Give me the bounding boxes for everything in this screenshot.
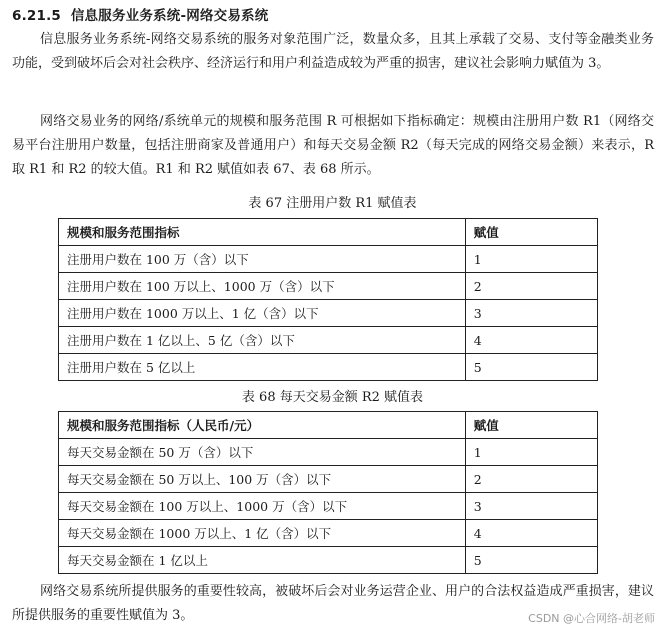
row-indicator: 注册用户数在 1 亿以上、5 亿（含）以下 (59, 327, 466, 354)
table-67 (58, 218, 598, 381)
row-indicator: 每天交易金额在 50 万（含）以下 (59, 439, 466, 466)
section-number: 6.21.5 (12, 8, 62, 24)
row-value: 4 (465, 520, 597, 547)
section-title: 信息服务业务系统-网络交易系统 (70, 8, 269, 24)
table-row (59, 300, 598, 327)
row-indicator: 注册用户数在 5 亿以上 (59, 354, 466, 381)
table-row (59, 466, 598, 493)
table-row (59, 273, 598, 300)
row-value: 4 (465, 327, 597, 354)
row-value: 2 (465, 466, 597, 493)
row-indicator: 注册用户数在 100 万以上、1000 万（含）以下 (59, 273, 466, 300)
row-indicator: 每天交易金额在 100 万以上、1000 万（含）以下 (59, 493, 466, 520)
header-indicator: 规模和服务范围指标（人民币/元） (59, 412, 466, 439)
table-68 (58, 411, 598, 574)
row-value: 3 (465, 300, 597, 327)
table-67-caption: 表 67 注册用户数 R1 赋值表 (248, 196, 417, 211)
header-value: 赋值 (465, 219, 597, 246)
table-row (59, 439, 598, 466)
row-indicator: 注册用户数在 1000 万以上、1 亿（含）以下 (59, 300, 466, 327)
row-value: 3 (465, 493, 597, 520)
table-row (59, 520, 598, 547)
table-68-caption: 表 68 每天交易金额 R2 赋值表 (241, 390, 424, 405)
row-indicator: 每天交易金额在 1000 万以上、1 亿（含）以下 (59, 520, 466, 547)
row-indicator: 注册用户数在 100 万（含）以下 (59, 246, 466, 273)
table-row (59, 547, 598, 574)
table-header-row (59, 412, 598, 439)
row-value: 1 (465, 439, 597, 466)
csdn-watermark: CSDN @心合网络-胡老师 (528, 612, 655, 625)
header-indicator: 规模和服务范围指标 (59, 219, 466, 246)
table-row (59, 493, 598, 520)
header-value: 赋值 (465, 412, 597, 439)
paragraph-social-impact: 信息服务业务系统-网络交易系统的服务对象范围广泛，数量众多，且其上承载了交易、支付等金融类业务功能，受到破坏后会对社会秩序、经济运行和用户利益造成较为严重的损害，建议社会影响力赋值为 3。 (12, 32, 654, 71)
table-header-row (59, 219, 598, 246)
table-row (59, 354, 598, 381)
row-value: 1 (465, 246, 597, 273)
row-value: 5 (465, 354, 597, 381)
row-indicator: 每天交易金额在 50 万以上、100 万（含）以下 (59, 466, 466, 493)
paragraph-scale-definition: 网络交易业务的网络/系统单元的规模和服务范围 R 可根据如下指标确定：规模由注册用户数 R1（网络交易平台注册用户数量，包括注册商家及普通用户）和每天交易金额 R2（每天完成的网络交易金额）来表示，R 取 R1 和 R2 的较大值。R1 和 R2 赋值如表 67、表 68 所示。 (12, 114, 654, 177)
row-value: 2 (465, 273, 597, 300)
section-heading (12, 4, 268, 24)
paragraph-service-importance: 网络交易系统所提供服务的重要性较高，被破坏后会对业务运营企业、用户的合法权益造成严重损害，建议所提供服务的重要性赋值为 3。 (12, 584, 654, 623)
row-indicator: 每天交易金额在 1 亿以上 (59, 547, 466, 574)
row-value: 5 (465, 547, 597, 574)
table-row (59, 327, 598, 354)
table-row (59, 246, 598, 273)
